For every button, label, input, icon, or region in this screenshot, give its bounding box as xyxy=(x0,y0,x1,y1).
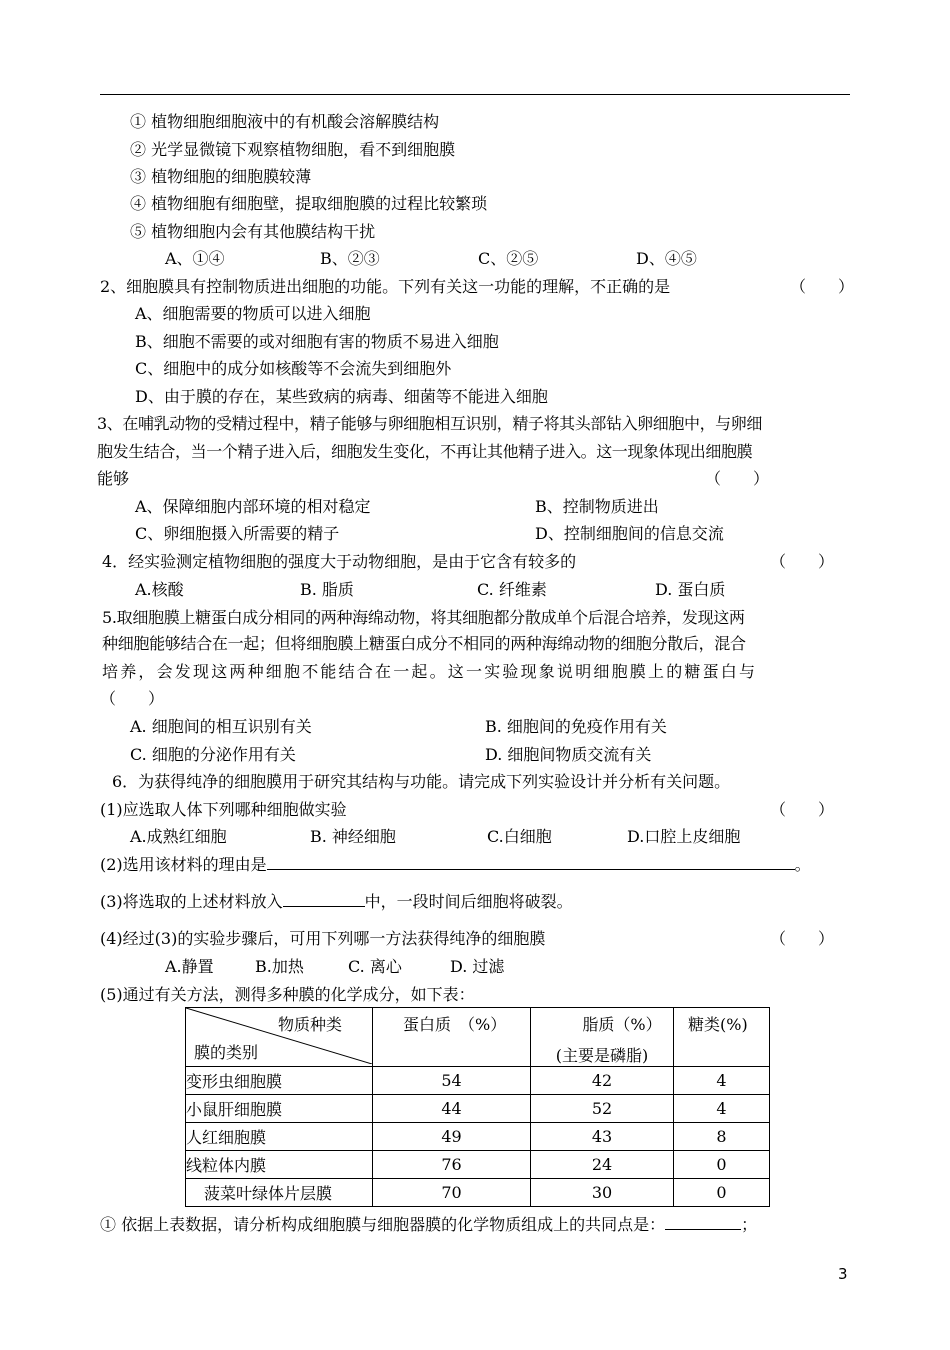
q6-part4-option-a: A.静置 xyxy=(165,957,214,976)
q3-stem-line-3: 能够 xyxy=(97,469,130,488)
q1-option-5: ⑤ 植物细胞内会有其他膜结构干扰 xyxy=(130,222,376,241)
q5-stem-line-2: 种细胞能够结合在一起；但将细胞膜上糖蛋白成分不相同的两种海绵动物的细胞分散后，混合 xyxy=(102,634,746,653)
q5-stem-line-1: 5.取细胞膜上糖蛋白成分相同的两种海绵动物，将其细胞都分散成单个后混合培养，发现这两 xyxy=(102,608,745,627)
q3-stem-line-1: 3、在哺乳动物的受精过程中，精子能够与卵细胞相互识别，精子将其头部钻入卵细胞中，与卵细 xyxy=(97,414,762,433)
q6-part2-end: 。 xyxy=(794,855,811,874)
q6-part1-option-c: C.白细胞 xyxy=(487,827,552,846)
row-name: 小鼠肝细胞膜 xyxy=(186,1095,373,1123)
row-protein: 44 xyxy=(373,1095,531,1123)
q2-stem: 2、细胞膜具有控制物质进出细胞的功能。下列有关这一功能的理解，不正确的是 xyxy=(100,277,671,296)
row-sugar: 8 xyxy=(674,1123,770,1151)
q6-final-question xyxy=(100,1215,757,1235)
q3-option-d: D、控制细胞间的信息交流 xyxy=(535,524,724,543)
row-lipid: 43 xyxy=(531,1123,674,1151)
q6-part4: (4)经过(3)的实验步骤后，可用下列哪一方法获得纯净的细胞膜 xyxy=(100,929,546,948)
q2-option-a: A、细胞需要的物质可以进入细胞 xyxy=(135,304,371,323)
row-protein: 70 xyxy=(373,1179,531,1207)
q2-option-c: C、细胞中的成分如核酸等不会流失到细胞外 xyxy=(135,359,452,378)
q2-option-d: D、由于膜的存在，某些致病的病毒、细菌等不能进入细胞 xyxy=(135,387,548,406)
row-lipid: 42 xyxy=(531,1067,674,1095)
q4-option-c: C. 纤维素 xyxy=(477,580,547,599)
q1-choice-d: D、④⑤ xyxy=(636,249,697,268)
q6-part4-paren: （ ） xyxy=(770,929,835,948)
q1-option-1: ① 植物细胞细胞液中的有机酸会溶解膜结构 xyxy=(130,112,440,131)
q6-part1-option-a: A.成熟红细胞 xyxy=(130,827,227,846)
q6-part4-option-d: D. 过滤 xyxy=(450,957,505,976)
q4-option-b: B. 脂质 xyxy=(300,580,354,599)
q6-final-answer-blank[interactable] xyxy=(665,1215,741,1230)
q6-part1: (1)应选取人体下列哪种细胞做实验 xyxy=(100,800,347,819)
q6-final-label: ① 依据上表数据，请分析构成细胞膜与细胞器膜的化学物质组成上的共同点是： xyxy=(100,1215,666,1234)
q5-option-a: A. 细胞间的相互识别有关 xyxy=(130,717,312,736)
header-lipid xyxy=(531,1008,674,1067)
q2-answer-paren: （ ） xyxy=(790,277,855,296)
q1-choice-a: A、①④ xyxy=(165,249,225,268)
q6-part3-label: (3)将选取的上述材料放入 xyxy=(100,892,283,911)
header-sugar: 糖类(%) xyxy=(674,1008,770,1067)
q6-stem: 6．为获得纯净的细胞膜用于研究其结构与功能。请完成下列实验设计并分析有关问题。 xyxy=(112,772,731,791)
q3-stem-line-2: 胞发生结合，当一个精子进入后，细胞发生变化，不再让其他精子进入。这一现象体现出细胞膜 xyxy=(97,442,753,461)
q6-part3 xyxy=(100,892,573,912)
row-sugar: 0 xyxy=(674,1179,770,1207)
header-rule xyxy=(100,94,850,95)
q6-part4-option-b: B.加热 xyxy=(255,957,304,976)
q1-option-3: ③ 植物细胞的细胞膜较薄 xyxy=(130,167,312,186)
q5-option-d: D. 细胞间物质交流有关 xyxy=(485,745,652,764)
q1-choice-c: C、②⑤ xyxy=(478,249,539,268)
q5-option-c: C. 细胞的分泌作用有关 xyxy=(130,745,296,764)
q6-part2-answer-blank[interactable] xyxy=(267,855,795,870)
q6-part3-end: 中，一段时间后细胞将破裂。 xyxy=(364,892,573,911)
q5-option-b: B. 细胞间的免疫作用有关 xyxy=(485,717,667,736)
table-corner-header xyxy=(186,1008,373,1067)
q1-option-2: ② 光学显微镜下观察植物细胞，看不到细胞膜 xyxy=(130,140,456,159)
q6-part3-answer-blank[interactable] xyxy=(283,892,365,907)
q3-option-c: C、卵细胞摄入所需要的精子 xyxy=(135,524,340,543)
page-number: 3 xyxy=(838,1265,848,1283)
q6-part1-option-b: B. 神经细胞 xyxy=(310,827,396,846)
row-lipid: 24 xyxy=(531,1151,674,1179)
row-lipid: 30 xyxy=(531,1179,674,1207)
row-protein: 49 xyxy=(373,1123,531,1151)
row-protein: 76 xyxy=(373,1151,531,1179)
q3-option-a: A、保障细胞内部环境的相对稳定 xyxy=(135,497,371,516)
q5-stem-line-3: 培养，会发现这两种细胞不能结合在一起。这一实验现象说明细胞膜上的糖蛋白与 xyxy=(102,662,758,681)
q2-option-b: B、细胞不需要的或对细胞有害的物质不易进入细胞 xyxy=(135,332,499,351)
table-header-row xyxy=(186,1008,770,1067)
header-lipid-note: (主要是磷脂) xyxy=(555,1046,649,1065)
header-membrane-type: 膜的类别 xyxy=(194,1043,259,1062)
row-name: 菠菜叶绿体片层膜 xyxy=(186,1179,373,1207)
row-name: 人红细胞膜 xyxy=(186,1123,373,1151)
row-protein: 54 xyxy=(373,1067,531,1095)
q4-answer-paren: （ ） xyxy=(770,552,835,571)
q4-option-a: A.核酸 xyxy=(135,580,184,599)
q4-option-d: D. 蛋白质 xyxy=(655,580,726,599)
table-row xyxy=(186,1179,770,1207)
q6-part2 xyxy=(100,855,811,875)
q6-part5: (5)通过有关方法，测得多种膜的化学成分，如下表： xyxy=(100,985,475,1004)
row-sugar: 0 xyxy=(674,1151,770,1179)
q3-answer-paren: （ ） xyxy=(705,469,770,488)
row-name: 线粒体内膜 xyxy=(186,1151,373,1179)
table-row xyxy=(186,1123,770,1151)
table-row xyxy=(186,1151,770,1179)
q6-part1-paren: （ ） xyxy=(770,800,835,819)
q5-answer-paren: （ ） xyxy=(100,689,165,708)
q3-option-b: B、控制物质进出 xyxy=(535,497,659,516)
row-sugar: 4 xyxy=(674,1067,770,1095)
table-row xyxy=(186,1067,770,1095)
q4-stem: 4．经实验测定植物细胞的强度大于动物细胞，是由于它含有较多的 xyxy=(102,552,577,571)
table-row xyxy=(186,1095,770,1123)
q6-part4-option-c: C. 离心 xyxy=(348,957,402,976)
row-sugar: 4 xyxy=(674,1095,770,1123)
q1-choice-b: B、②③ xyxy=(320,249,380,268)
header-protein: 蛋白质 （%） xyxy=(373,1008,531,1067)
membrane-composition-table xyxy=(185,1007,770,1207)
header-substance-type: 物质种类 xyxy=(278,1015,343,1034)
row-name: 变形虫细胞膜 xyxy=(186,1067,373,1095)
q6-part1-option-d: D.口腔上皮细胞 xyxy=(627,827,741,846)
q1-option-4: ④ 植物细胞有细胞壁，提取细胞膜的过程比较繁琐 xyxy=(130,194,488,213)
header-lipid-label: 脂质（%） xyxy=(582,1015,662,1034)
q6-final-end: ； xyxy=(741,1215,758,1234)
q6-part2-label: (2)选用该材料的理由是 xyxy=(100,855,267,874)
row-lipid: 52 xyxy=(531,1095,674,1123)
